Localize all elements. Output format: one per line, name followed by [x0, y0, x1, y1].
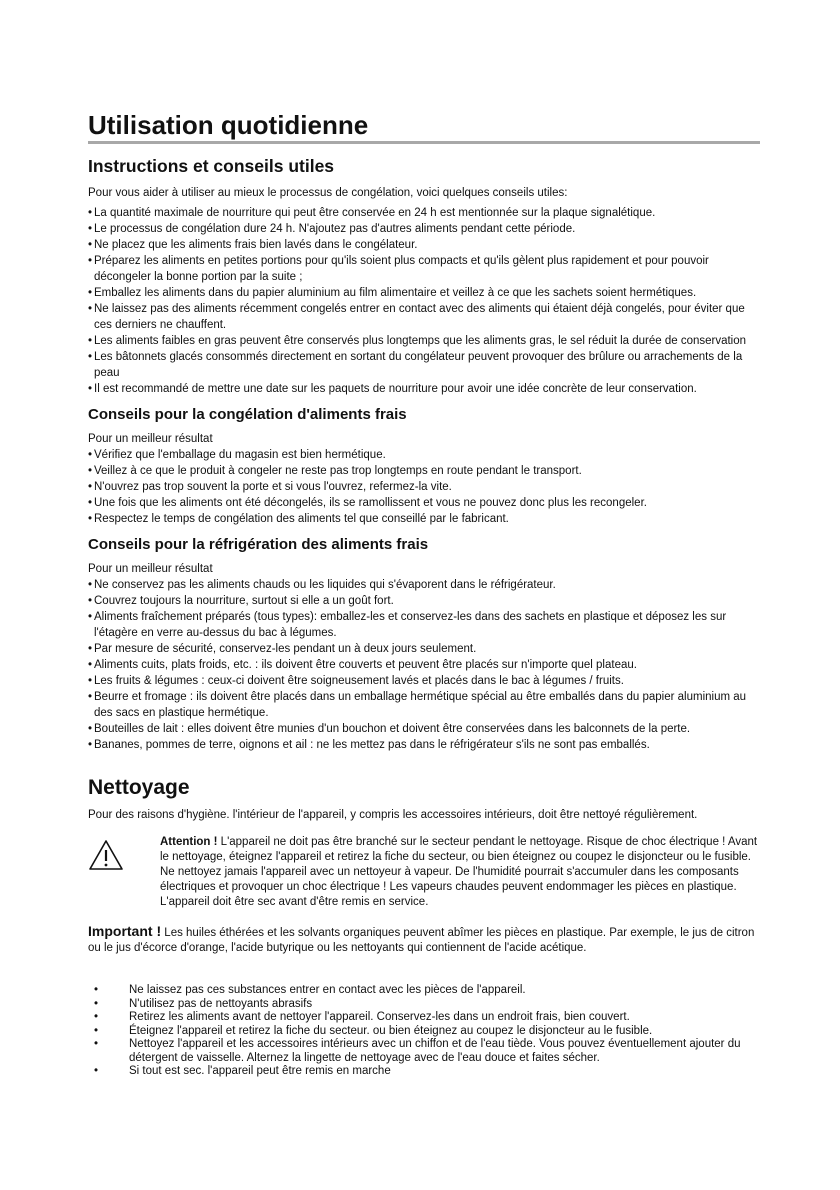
list-item: • Si tout est sec. l'appareil peut être remis en marche — [88, 1065, 760, 1079]
document-page — [88, 110, 760, 1079]
cleaning-intro: Pour des raisons d'hygiène. l'intérieur de l'appareil, y compris les accessoires intérieurs, doit être nettoyé régulièrement. — [88, 809, 698, 821]
section-heading-instructions: Instructions et conseils utiles — [88, 156, 335, 176]
list-item: • Par mesure de sécurité, conservez-les pendant un à deux jours seulement. — [88, 641, 760, 657]
list-item: • Les aliments faibles en gras peuvent être conservés plus longtemps que les aliments gras, le sel réduit la durée de conservation — [88, 333, 760, 349]
important-body: Les huiles éthérées et les solvants organiques peuvent abîmer les pièces en plastique. Par exemple, le jus de citron ou le jus d'écorce d'orange, l'acide butyrique ou les nettoyants qui contiennent de l'acide acétique. — [88, 927, 755, 954]
list-item: • Couvrez toujours la nourriture, surtout si elle a un goût fort. — [88, 593, 760, 609]
section-intro: Pour un meilleur résultat — [88, 433, 213, 445]
list-item: • Éteignez l'appareil et retirez la fiche du secteur. ou bien éteignez au coupez le disjoncteur au le fusible. — [88, 1025, 760, 1039]
list-item: • Ne placez que les aliments frais bien lavés dans le congélateur. — [88, 237, 760, 253]
section-intro: Pour un meilleur résultat — [88, 563, 213, 575]
list-item: • Aliments fraîchement préparés (tous types): emballez-les et conservez-les dans des sachets en plastique et déposez les sur l'étagère en verre au-dessus du bac à légumes. — [88, 609, 760, 641]
list-item: • Les bâtonnets glacés consommés directement en sortant du congélateur peuvent provoquer des brûlure ou arrachements de la peau — [88, 349, 760, 381]
attention-text — [160, 835, 760, 910]
list-item: • Emballez les aliments dans du papier aluminium au film alimentaire et veillez à ce que les sachets soient hermétiques. — [88, 285, 760, 301]
list-item: • Aliments cuits, plats froids, etc. : ils doivent être couverts et peuvent être placés sur n'importe quel plateau. — [88, 657, 760, 673]
list-item: • Le processus de congélation dure 24 h. N'ajoutez pas d'autres aliments pendant cette période. — [88, 221, 760, 237]
list-item: • Bouteilles de lait : elles doivent être munies d'un bouchon et doivent être conservées dans les balconnets de la perte. — [88, 721, 760, 737]
list-item: • Nettoyez l'appareil et les accessoires intérieurs avec un chiffon et de l'eau tiède. Vous pouvez éventuellement ajouter du détergent de vaisselle. Alternez la lingette de nettoyage avec de l'eau douce et faites sécher. — [88, 1038, 760, 1065]
freezing-list — [88, 447, 760, 527]
section-intro: Pour vous aider à utiliser au mieux le processus de congélation, voici quelques conseils utiles: — [88, 187, 568, 199]
list-item: • Respectez le temps de congélation des aliments tel que conseillé par le fabricant. — [88, 511, 760, 527]
section-heading-freezing: Conseils pour la congélation d'aliments frais — [88, 406, 407, 423]
section-heading-refrigeration: Conseils pour la réfrigération des aliments frais — [88, 536, 429, 553]
list-item: • Beurre et fromage : ils doivent être placés dans un emballage hermétique spécial au être emballés dans du papier aluminium au des sacs en plastique hermétique. — [88, 689, 760, 721]
list-item: • Ne laissez pas des aliments récemment congelés entrer en contact avec des aliments qui étaient déjà congelés, pour éviter que ces derniers ne chauffent. — [88, 301, 760, 333]
attention-body: L'appareil ne doit pas être branché sur le secteur pendant le nettoyage. Risque de choc électrique ! Avant le nettoyage, éteignez l'appareil et retirez la fiche du secteur, ou bien éteignez ou coupez le disjoncteur ou le fusible. Ne nettoyez jamais l'appareil avec un nettoyeur à vapeur. De l'humidité pourrait s'accumuler dans les composants électriques et provoquer un choc électrique ! Les vapeurs chaudes peuvent endommager les pièces en plastique. L'appareil doit être sec avant d'être remis en service. — [160, 836, 758, 908]
important-note — [88, 924, 760, 956]
list-item: • Bananes, pommes de terre, oignons et ail : ne les mettez pas dans le réfrigérateur s'ils ne sont pas emballés. — [88, 737, 760, 753]
attention-block — [88, 835, 760, 910]
warning-triangle-icon — [88, 835, 160, 910]
cleaning-list — [88, 984, 760, 1079]
list-item: • Retirez les aliments avant de nettoyer l'appareil. Conservez-les dans un endroit frais, bien couvert. — [88, 1011, 760, 1025]
list-item: • La quantité maximale de nourriture qui peut être conservée en 24 h est mentionnée sur la plaque signalétique. — [88, 205, 760, 221]
list-item: • Les fruits & légumes : ceux-ci doivent être soigneusement lavés et placés dans le bac à légumes / fruits. — [88, 673, 760, 689]
refrigeration-list — [88, 577, 760, 753]
list-item: • N'ouvrez pas trop souvent la porte et si vous l'ouvrez, refermez-la vite. — [88, 479, 760, 495]
page-title: Utilisation quotidienne — [88, 110, 760, 144]
list-item: • Vérifiez que l'emballage du magasin est bien hermétique. — [88, 447, 760, 463]
list-item: • Veillez à ce que le produit à congeler ne reste pas trop longtemps en route pendant le transport. — [88, 463, 760, 479]
list-item: • Il est recommandé de mettre une date sur les paquets de nourriture pour avoir une idée concrète de leur conservation. — [88, 381, 760, 397]
instructions-list — [88, 205, 760, 397]
list-item: • Une fois que les aliments ont été décongelés, ils se ramollissent et vous ne pouvez donc plus les recongeler. — [88, 495, 760, 511]
list-item: • Ne conservez pas les aliments chauds ou les liquides qui s'évaporent dans le réfrigérateur. — [88, 577, 760, 593]
list-item: • Préparez les aliments en petites portions pour qu'ils soient plus compacts et qu'ils gèlent plus rapidement et pour pouvoir décongeler la bonne portion par la suite ; — [88, 253, 760, 285]
attention-label: Attention ! — [160, 836, 218, 848]
list-item: • N'utilisez pas de nettoyants abrasifs — [88, 998, 760, 1012]
list-item: • Ne laissez pas ces substances entrer en contact avec les pièces de l'appareil. — [88, 984, 760, 998]
important-label: Important ! — [88, 923, 162, 939]
section-heading-cleaning: Nettoyage — [88, 776, 190, 799]
